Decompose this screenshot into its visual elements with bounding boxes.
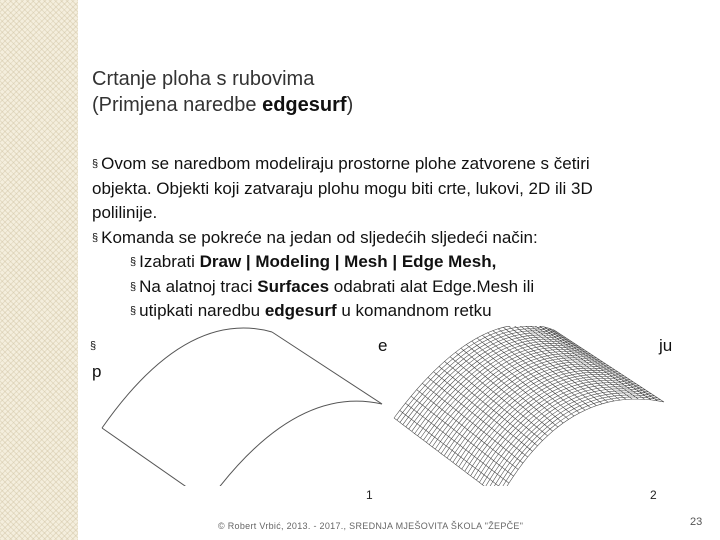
edge-surface-figure bbox=[96, 326, 676, 486]
bullet-1-line-3: polilinije. bbox=[92, 203, 158, 222]
title-line-2 bbox=[92, 92, 353, 118]
surface-outline bbox=[102, 328, 382, 486]
bullet-1-line-2: objekta. Objekti koji zatvaraju plohu mogu biti crte, lukovi, 2D ili 3D bbox=[92, 178, 593, 198]
sub-bullet-2-pre: Na alatnoj traci bbox=[139, 276, 258, 296]
title-line-2-post: ) bbox=[346, 94, 354, 116]
bullet-icon: § bbox=[130, 256, 137, 268]
footer-copyright: © Robert Vrbić, 2013. - 2017., SREDNJA MJEŠOVITA ŠKOLA "ŽEPČE" bbox=[218, 521, 524, 531]
figure-caption-1: 1 bbox=[366, 488, 373, 502]
surface-mesh bbox=[394, 326, 664, 486]
mesh-grid-lines bbox=[394, 326, 664, 486]
bullet-1-line-1 bbox=[92, 152, 692, 177]
bullet-icon: § bbox=[130, 305, 137, 317]
sub-bullet-1-pre: Izabrati bbox=[139, 252, 200, 271]
hidden-text-fragment-ju: ju bbox=[659, 336, 673, 355]
sub-bullet-2-post: odabrati alat Edge.Mesh ili bbox=[329, 276, 535, 296]
hidden-text-fragment-p: p bbox=[92, 362, 102, 381]
page-number: 23 bbox=[690, 516, 703, 528]
title-line-2-pre: (Primjena naredbe bbox=[92, 94, 263, 116]
title-line-1: Crtanje ploha s rubovima bbox=[92, 68, 315, 90]
title-command-name: edgesurf bbox=[262, 94, 347, 116]
sub-bullet-3-command: edgesurf bbox=[264, 301, 337, 320]
bullet-icon: § bbox=[92, 231, 99, 244]
edge-surface-drawing bbox=[96, 326, 676, 486]
sub-bullet-2-toolbar: Surfaces bbox=[257, 276, 330, 296]
bullet-icon: § bbox=[130, 280, 137, 293]
sub-bullet-3-pre: utipkati naredbu bbox=[139, 301, 265, 320]
bullet-2-text: Komanda se pokreće na jedan od sljedećih sljedeći način: bbox=[101, 227, 538, 247]
sub-bullet-1-menu-path: Draw | Modeling | Mesh | Edge Mesh, bbox=[199, 252, 497, 271]
hidden-bullet-fragment: § bbox=[90, 340, 97, 352]
hidden-text-fragment-e: e bbox=[378, 336, 388, 355]
bullet-icon: § bbox=[92, 158, 99, 170]
sub-bullet-3-post: u komandnom retku bbox=[336, 301, 492, 320]
slide-body bbox=[92, 152, 692, 324]
sub-bullet-1 bbox=[92, 250, 692, 275]
sub-bullet-3 bbox=[92, 299, 692, 324]
bullet-2 bbox=[92, 226, 692, 251]
bullet-1-text-a: Ovom se naredbom modeliraju prostorne plohe zatvorene s četiri bbox=[101, 154, 590, 173]
sub-bullet-2 bbox=[92, 275, 692, 300]
figure-caption-2: 2 bbox=[650, 488, 657, 502]
slide-title bbox=[92, 66, 353, 118]
decorative-side-stripe bbox=[0, 0, 78, 540]
